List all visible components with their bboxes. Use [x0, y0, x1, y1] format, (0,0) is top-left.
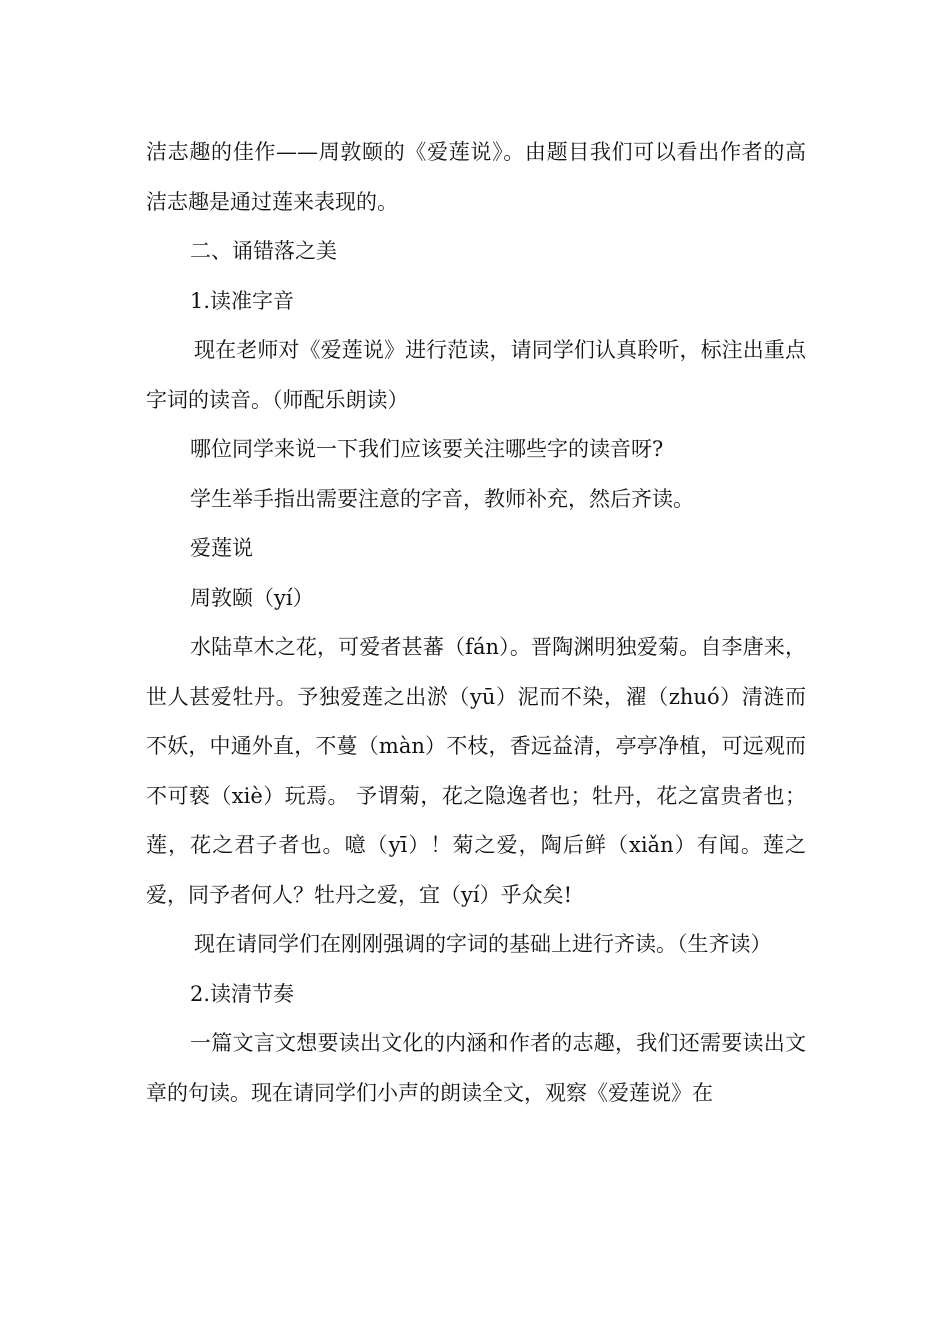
paragraph: 一篇文言文想要读出文化的内涵和作者的志趣，我们还需要读出文章的句读。现在请同学们小声的朗读全文，观察《爱莲说》在	[146, 1031, 806, 1105]
subsection-heading: 2.读清节奏	[190, 981, 295, 1006]
paragraph: 现在老师对《爱莲说》进行范读，请同学们认真聆听，标注出重点字词的读音。（师配乐朗读）	[146, 338, 806, 412]
section-heading: 二、诵错落之美	[190, 239, 337, 263]
paragraph: 学生举手指出需要注意的字音，教师补充，然后齐读。	[190, 486, 694, 511]
paragraph: 现在请同学们在刚刚强调的字词的基础上进行齐读。（生齐读）	[194, 932, 772, 956]
paragraph-continued: 洁志趣的佳作——周敦颐的《爱莲说》。由题目我们可以看出作者的高洁志趣是通过莲来表现的。	[146, 140, 806, 214]
document-body	[146, 128, 806, 1118]
paragraph: 哪位同学来说一下我们应该要关注哪些字的读音呀?	[190, 437, 664, 461]
classical-text: 水陆草木之花，可爱者甚蕃（fán）。晋陶渊明独爱菊。自李唐来，世人甚爱牡丹。予独爱莲之出淤（yū）泥而不染，濯（zhuó）清涟而不妖，中通外直，不蔓（màn）不枝，香远益清，亭亭净植，可远观而不可亵（xiè）玩焉。 予谓菊，花之隐逸者也；牡丹，花之富贵者也；莲，花之君子者也。噫（yī）！菊之爱，陶后鲜（xiǎn）有闻。莲之爱，同予者何人？牡丹之爱，宜（yí）乎众矣!	[146, 635, 806, 907]
poem-author: 周敦颐（yí）	[190, 585, 314, 610]
subsection-heading: 1.读准字音	[190, 288, 295, 313]
poem-title: 爱莲说	[190, 536, 253, 560]
